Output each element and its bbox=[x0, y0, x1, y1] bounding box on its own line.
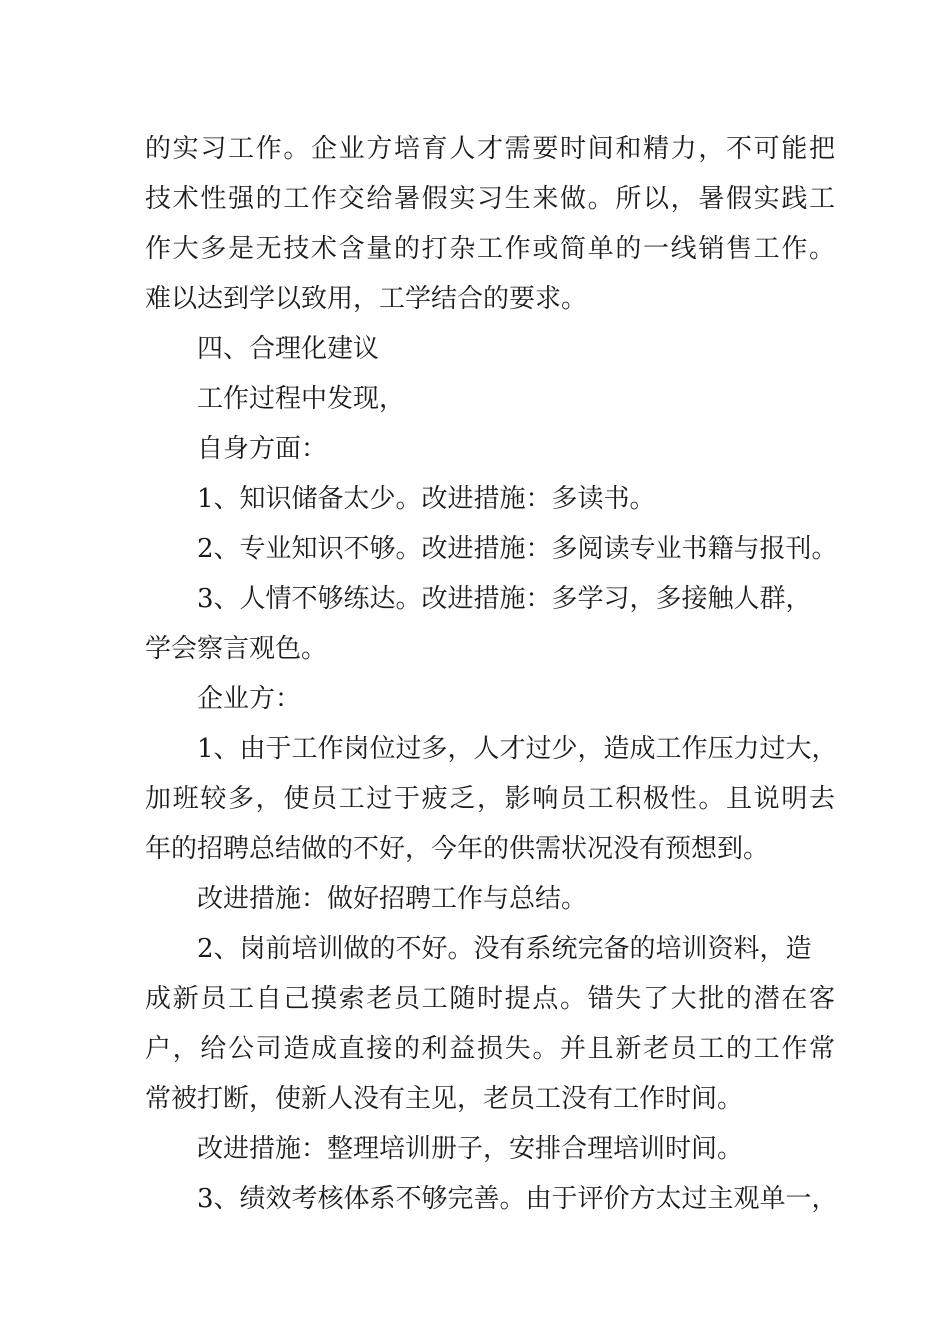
subsection-heading: 企业方： bbox=[197, 684, 302, 714]
list-item: 3、人情不够练达。改进措施：多学习，多接触人群， bbox=[197, 584, 812, 614]
improvement-line: 改进措施：做好招聘工作与总结。 bbox=[197, 884, 588, 914]
list-item-continuation: 学会察言观色。 bbox=[145, 634, 328, 664]
list-item-continuation: 成新员工自己摸索老员工随时提点。错失了大批的潜在客 bbox=[145, 984, 835, 1014]
list-item-continuation: 年的招聘总结做的不好，今年的供需状况没有预想到。 bbox=[145, 834, 770, 864]
subsection-heading: 自身方面： bbox=[197, 434, 328, 464]
list-item-continuation: 常被打断，使新人没有主见，老员工没有工作时间。 bbox=[145, 1084, 744, 1114]
paragraph-line: 的实习工作。企业方培育人才需要时间和精力，不可能把 bbox=[145, 134, 835, 164]
list-item: 2、岗前培训做的不好。没有系统完备的培训资料，造 bbox=[197, 934, 812, 964]
list-item: 3、绩效考核体系不够完善。由于评价方太过主观单一， bbox=[197, 1184, 838, 1214]
list-item: 1、知识储备太少。改进措施：多读书。 bbox=[197, 484, 656, 514]
paragraph-line: 难以达到学以致用，工学结合的要求。 bbox=[145, 284, 588, 314]
paragraph-line: 工作过程中发现， bbox=[197, 384, 406, 414]
list-item-continuation: 户，给公司造成直接的利益损失。并且新老员工的工作常 bbox=[145, 1034, 835, 1064]
improvement-line: 改进措施：整理培训册子，安排合理培训时间。 bbox=[197, 1134, 744, 1164]
list-item: 1、由于工作岗位过多，人才过少，造成工作压力过大， bbox=[197, 734, 838, 764]
list-item-continuation: 加班较多，使员工过于疲乏，影响员工积极性。且说明去 bbox=[145, 784, 835, 814]
paragraph-line: 作大多是无技术含量的打杂工作或简单的一线销售工作。 bbox=[145, 234, 835, 264]
paragraph-line: 技术性强的工作交给暑假实习生来做。所以，暑假实践工 bbox=[145, 184, 835, 214]
list-item: 2、专业知识不够。改进措施：多阅读专业书籍与报刊。 bbox=[197, 534, 838, 564]
document-body bbox=[145, 124, 838, 1224]
section-heading: 四、合理化建议 bbox=[197, 334, 380, 364]
